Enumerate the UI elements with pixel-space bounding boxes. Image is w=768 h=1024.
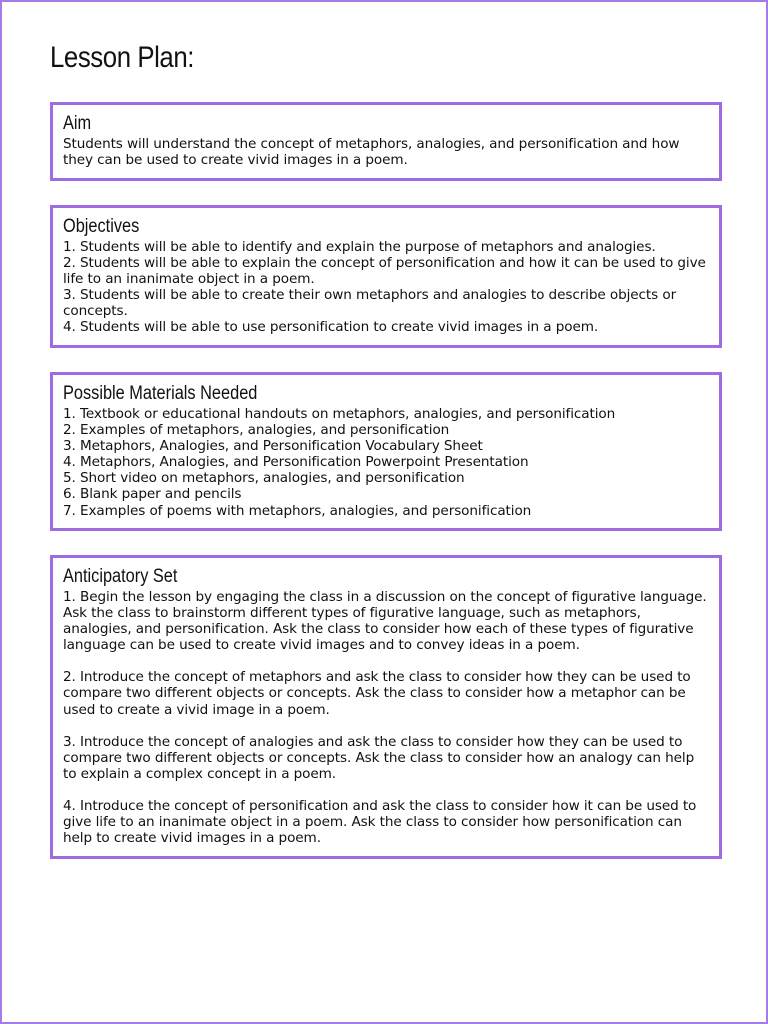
anticipatory-set-heading: Anticipatory Set <box>63 566 178 587</box>
material-item: 7. Examples of poems with metaphors, analogies, and personification <box>63 502 532 519</box>
objective-item: 1. Students will be able to identify and explain the purpose of metaphors and analogies. <box>63 239 656 255</box>
anticipatory-set-section <box>50 555 722 859</box>
aim-text: Students will understand the concept of metaphors, analogies, and personification and how they can be used to create vivid images in a poem. <box>63 136 680 169</box>
materials-section <box>50 372 722 531</box>
material-item: 5. Short video on metaphors, analogies, and personification <box>63 470 465 487</box>
materials-heading: Possible Materials Needed <box>63 383 258 404</box>
anticipatory-step: 1. Begin the lesson by engaging the class in a discussion on the concept of figurative language. Ask the class to brainstorm different types of figurative language, such as metaphors, analogies, and personification. Ask the class to consider how each of these types of figurative language can be used to create vivid images and to convey ideas in a poem. <box>63 589 707 654</box>
anticipatory-step: 2. Introduce the concept of metaphors and ask the class to consider how they can be used to compare two different objects or concepts. Ask the class to consider how a metaphor can be used to create a vivid image in a poem. <box>63 669 691 718</box>
anticipatory-step: 4. Introduce the concept of personification and ask the class to consider how it can be used to give life to an inanimate object in a poem. Ask the class to consider how personification can help to create vivid images in a poem. <box>63 797 697 847</box>
material-item: 4. Metaphors, Analogies, and Personification Powerpoint Presentation <box>63 454 529 471</box>
objectives-section <box>50 205 722 348</box>
material-item: 6. Blank paper and pencils <box>63 486 242 503</box>
material-item: 1. Textbook or educational handouts on metaphors, analogies, and personification <box>63 406 616 422</box>
anticipatory-step: 3. Introduce the concept of analogies and ask the class to consider how they can be used to compare two different objects or concepts. Ask the class to consider how an analogy can help to explain a complex concept in a poem. <box>63 733 695 782</box>
page-title: Lesson Plan: <box>50 41 195 74</box>
aim-section <box>50 102 722 181</box>
objective-item: 2. Students will be able to explain the concept of personification and how it can be used to give life to an inanimate object in a poem. <box>63 255 706 288</box>
objectives-heading: Objectives <box>63 216 140 237</box>
objective-item: 4. Students will be able to use personification to create vivid images in a poem. <box>63 319 599 336</box>
material-item: 3. Metaphors, Analogies, and Personification Vocabulary Sheet <box>63 438 483 455</box>
material-item: 2. Examples of metaphors, analogies, and personification <box>63 422 450 439</box>
aim-heading: Aim <box>63 113 92 134</box>
objective-item: 3. Students will be able to create their own metaphors and analogies to describe objects or concepts. <box>63 287 677 320</box>
